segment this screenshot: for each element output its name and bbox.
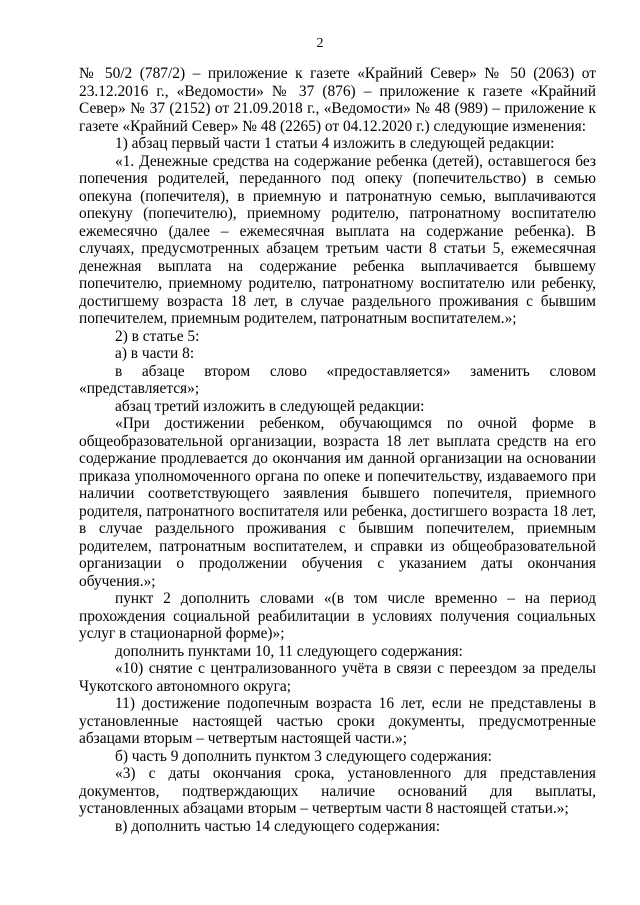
paragraph: пункт 2 дополнить словами «(в том числе временно – на период прохождения социальной реабилитации в условиях получения социальных услуг в стационарной форме)»; — [79, 590, 596, 642]
paragraph: «3) с даты окончания срока, установленного для представления документов, подтверждающих наличие оснований для выплаты, установленных абзацами вторым – четвертым части 8 настоящей статьи.»; — [79, 765, 596, 817]
paragraph: 2) в статье 5: — [115, 327, 200, 345]
paragraph: б) часть 9 дополнить пунктом 3 следующего содержания: — [115, 747, 492, 765]
paragraph: «При достижении ребенком, обучающимся по очной форме в общеобразовательной организации, возраста 18 лет выплата средств на его содержание продлевается до окончания им данной организации на основании приказа уполномоченного органа по опеке и попечительству, издаваемого при наличии соответствующего заявления бывшего попечителя, приемного родителя, патронатного воспитателя или ребенка, достигшего возраста 18 лет, в случае раздельного проживания с бывшим попечителем, приемным родителем, патронатным воспитателем, и справки из общеобразовательной организации о продолжении обучения с указанием даты окончания обучения.»; — [79, 415, 596, 590]
paragraph: дополнить пунктами 10, 11 следующего содержания: — [115, 642, 463, 660]
paragraph: абзац третий изложить в следующей редакции: — [115, 397, 425, 415]
paragraph: 1) абзац первый части 1 статьи 4 изложить в следующей редакции: — [115, 135, 555, 152]
paragraph: в абзаце втором слово «предоставляется» заменить словом «представляется»; — [79, 362, 596, 397]
paragraph: 11) достижение подопечным возраста 16 лет, если не представлены в установленные настоящей частью сроки документы, предусмотренные абзацами вторым – четвертым настоящей части.»; — [79, 695, 596, 747]
document-body — [79, 65, 596, 835]
page-number: 2 — [316, 36, 324, 51]
paragraph: в) дополнить частью 14 следующего содержания: — [115, 817, 441, 835]
paragraph: «1. Денежные средства на содержание ребенка (детей), оставшегося без попечения родителей, переданного под опеку (попечительство) в семью опекуна (попечителя), в приемную и патронатную семью, выплачиваются опекуну (попечителю), приемному родителю, патронатному воспитателю ежемесячно (далее – ежемесячная выплата на содержание ребенка). В случаях, предусмотренных абзацем третьим части 8 статьи 5, ежемесячная денежная выплата на содержание ребенка выплачивается бывшему попечителю, приемному родителю, патронатному воспитателю или ребенку, достигшему возраста 18 лет, в случае раздельного проживания с бывшим попечителем, приемным родителем, патронатным воспитателем.»; — [79, 152, 596, 327]
paragraph: № 50/2 (787/2) – приложение к газете «Крайний Север» № 50 (2063) от 23.12.2016 г., «Ведомости» № 37 (876) – приложение к газете «Крайний Север» № 37 (2152) от 21.09.2018 г., «Ведомости» № 48 (989) – приложение к газете «Крайний Север» № 48 (2265) от 04.12.2020 г.) следующие изменения: — [79, 65, 596, 135]
paragraph: а) в части 8: — [115, 345, 195, 362]
paragraph: «10) снятие с централизованного учёта в связи с переездом за пределы Чукотского автономного округа; — [79, 660, 596, 695]
